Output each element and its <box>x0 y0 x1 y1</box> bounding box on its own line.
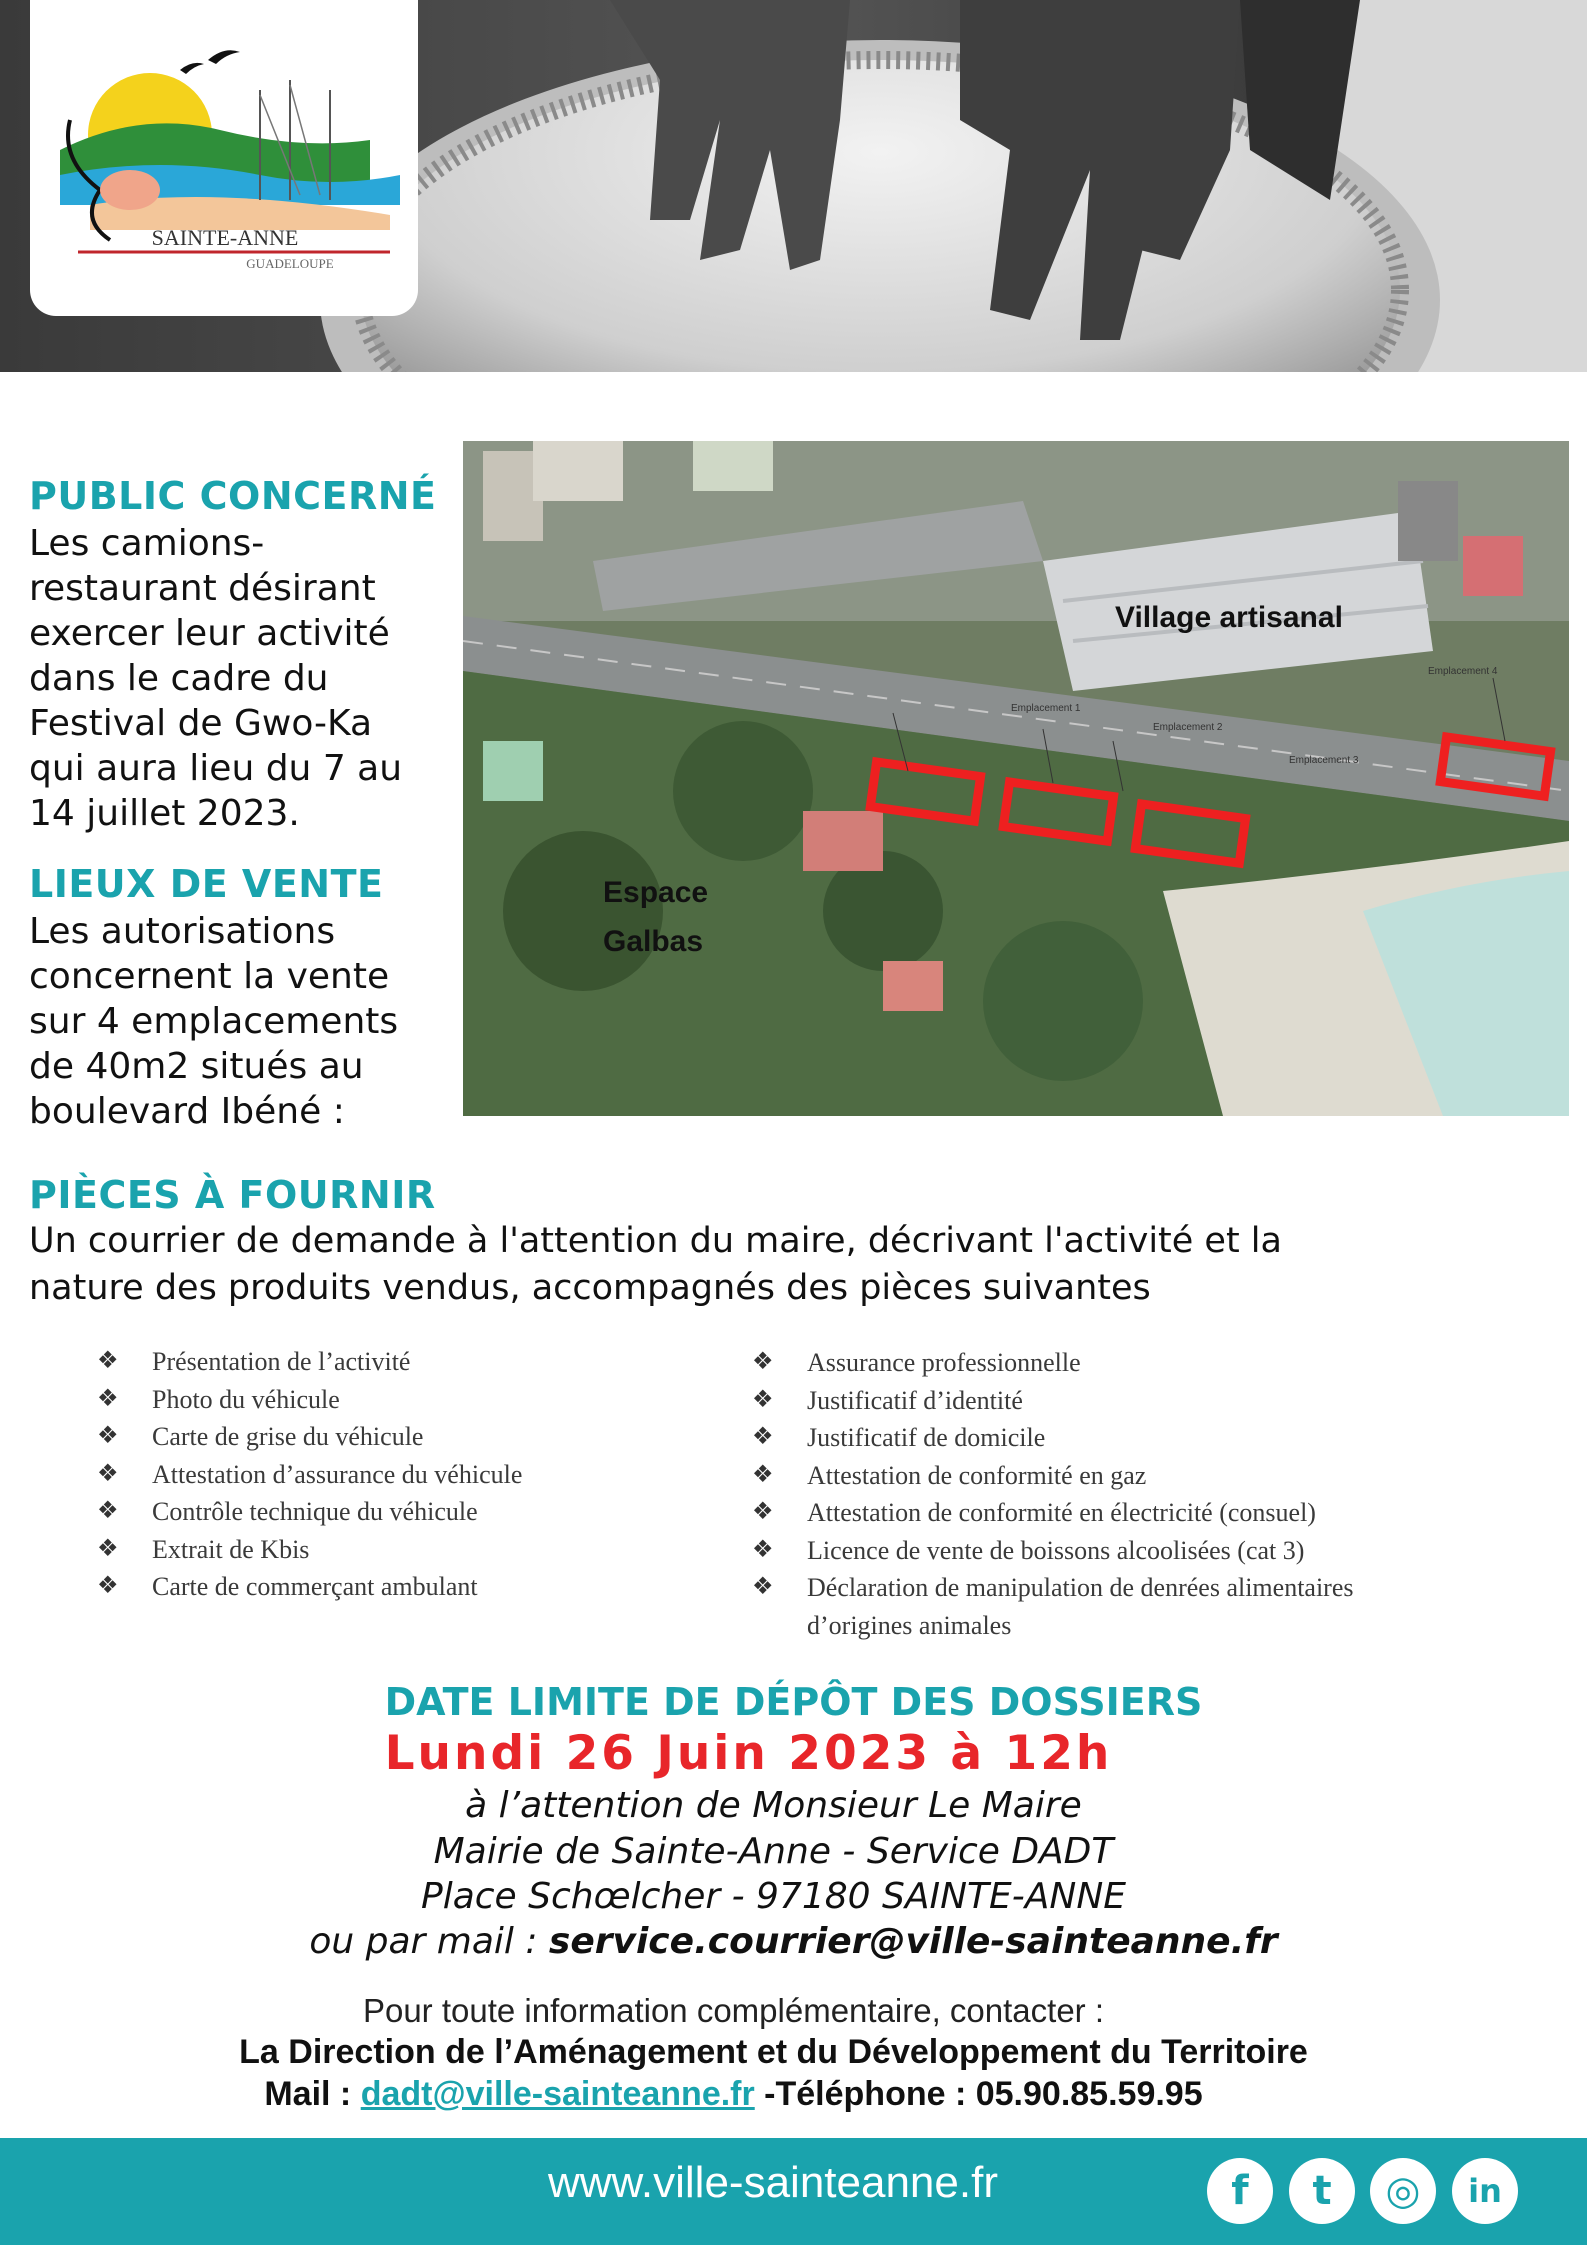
bullet-icon: ❖ <box>97 1460 119 1487</box>
address-line-1: à l’attention de Monsieur Le Maire <box>465 1785 1082 1826</box>
facebook-icon[interactable]: f <box>1207 2158 1273 2224</box>
bullet-icon: ❖ <box>752 1386 774 1413</box>
public-line: dans le cadre du <box>29 658 329 699</box>
aerial-map <box>463 441 1569 1116</box>
direction-name: La Direction de l’Aménagement et du Développement du Territoire <box>239 2033 1308 2071</box>
list-item: ❖ Attestation de conformité en électricité (consuel) <box>752 1494 1532 1532</box>
public-line: qui aura lieu du 7 au <box>29 748 403 789</box>
bullet-icon: ❖ <box>97 1423 119 1449</box>
logo-subtext: GUADELOUPE <box>246 256 334 271</box>
lieux-line: Les autorisations <box>29 911 336 952</box>
bullet-icon: ❖ <box>97 1573 119 1599</box>
bullet-icon: ❖ <box>752 1349 774 1375</box>
bullet-icon: ❖ <box>97 1498 119 1524</box>
website-link[interactable]: www.ville-sainteanne.fr <box>548 2158 998 2207</box>
public-line: restaurant désirant <box>29 568 376 609</box>
address-line-3: Place Schœlcher - 97180 SAINTE-ANNE <box>420 1876 1126 1917</box>
logo-text: SAINTE-ANNE <box>151 225 299 250</box>
list-item: ❖ Carte de grise du véhicule <box>97 1418 657 1456</box>
mail-line <box>0 1919 1587 1964</box>
list-item: ❖ Photo du véhicule <box>97 1381 657 1419</box>
lieux-line: concernent la vente <box>29 956 390 997</box>
pieces-intro <box>29 1218 1282 1312</box>
bullet-icon: ❖ <box>752 1574 774 1600</box>
pieces-heading: PIÈCES À FOURNIR <box>29 1173 436 1217</box>
instagram-icon[interactable]: ◎ <box>1370 2158 1436 2224</box>
mail-prefix: ou par mail : <box>309 1921 549 1962</box>
emplacement-1-label: Emplacement 1 <box>1011 703 1081 714</box>
bullet-icon: ❖ <box>97 1348 119 1374</box>
list-item: ❖ Extrait de Kbis <box>97 1531 657 1569</box>
list-item: ❖ Carte de commerçant ambulant <box>97 1568 657 1606</box>
lieux-line: boulevard Ibéné : <box>29 1091 345 1132</box>
bullet-icon: ❖ <box>752 1499 774 1525</box>
pieces-intro-line: Un courrier de demande à l'attention du maire, décrivant l'activité et la <box>29 1221 1282 1261</box>
public-heading: PUBLIC CONCERNÉ <box>29 474 437 518</box>
emplacement-3-label: Emplacement 3 <box>1289 755 1359 766</box>
list-item: ❖ Assurance professionnelle <box>752 1344 1532 1382</box>
lieux-line: de 40m2 situés au <box>29 1046 364 1087</box>
list-item: ❖ Attestation de conformité en gaz <box>752 1457 1532 1495</box>
espace-label-2: Galbas <box>603 925 704 958</box>
bullet-icon: ❖ <box>752 1536 774 1563</box>
list-item: ❖ Attestation d’assurance du véhicule <box>97 1456 657 1494</box>
dadt-mail-link[interactable]: dadt@ville-sainteanne.fr <box>360 2075 755 2113</box>
deadline-date: Lundi 26 Juin 2023 à 12h <box>384 1726 1113 1781</box>
list-item: ❖ Justificatif d’identité <box>752 1382 1532 1420</box>
espace-label-1: Espace <box>603 876 709 909</box>
lieux-text <box>29 909 398 1134</box>
list-item: ❖ Déclaration de manipulation de denrées alimentaires <box>752 1569 1532 1607</box>
bullet-icon: ❖ <box>752 1424 774 1450</box>
list-item: ❖ Présentation de l’activité <box>97 1343 657 1381</box>
phone-text: -Téléphone : 05.90.85.59.95 <box>754 2075 1203 2113</box>
sainte-anne-logo <box>30 0 418 316</box>
linkedin-icon[interactable]: in <box>1452 2158 1518 2224</box>
public-text <box>29 521 402 836</box>
logo-card <box>30 0 418 316</box>
public-line: exercer leur activité <box>29 613 390 654</box>
lieux-heading: LIEUX DE VENTE <box>29 862 384 906</box>
village-artisanal-label: Village artisanal <box>1115 601 1343 634</box>
public-line: Les camions- <box>29 523 265 564</box>
list-item: ❖ Justificatif de domicile <box>752 1419 1532 1457</box>
public-line: Festival de Gwo-Ka <box>29 703 373 744</box>
footer-bar <box>0 2138 1587 2245</box>
twitter-icon[interactable]: t <box>1289 2158 1355 2224</box>
public-line: 14 juillet 2023. <box>29 793 300 834</box>
bullet-icon: ❖ <box>97 1385 119 1412</box>
mail-label: Mail : <box>264 2075 361 2113</box>
contact-line <box>0 2075 1527 2114</box>
list-item-continuation: d’origines animales <box>807 1610 1012 1640</box>
list-item: ❖ Contrôle technique du véhicule <box>97 1493 657 1531</box>
documents-list-right <box>752 1344 1532 1644</box>
service-mail-link[interactable]: service.courrier@ville-sainteanne.fr <box>548 1921 1278 1962</box>
address-line-2: Mairie de Sainte-Anne - Service DADT <box>433 1831 1114 1872</box>
map-graphic <box>463 441 1569 1116</box>
pieces-intro-line: nature des produits vendus, accompagnés des pièces suivantes <box>29 1268 1151 1308</box>
emplacement-2-label: Emplacement 2 <box>1153 722 1223 733</box>
documents-list-left <box>97 1343 657 1606</box>
bullet-icon: ❖ <box>752 1461 774 1488</box>
contact-intro: Pour toute information complémentaire, contacter : <box>362 1992 1105 2029</box>
bullet-icon: ❖ <box>97 1535 119 1562</box>
emplacement-4-label: Emplacement 4 <box>1428 666 1498 677</box>
deadline-heading: DATE LIMITE DE DÉPÔT DES DOSSIERS <box>384 1680 1203 1724</box>
list-item: ❖ Licence de vente de boissons alcoolisées (cat 3) <box>752 1532 1532 1570</box>
lieux-line: sur 4 emplacements <box>29 1001 399 1042</box>
